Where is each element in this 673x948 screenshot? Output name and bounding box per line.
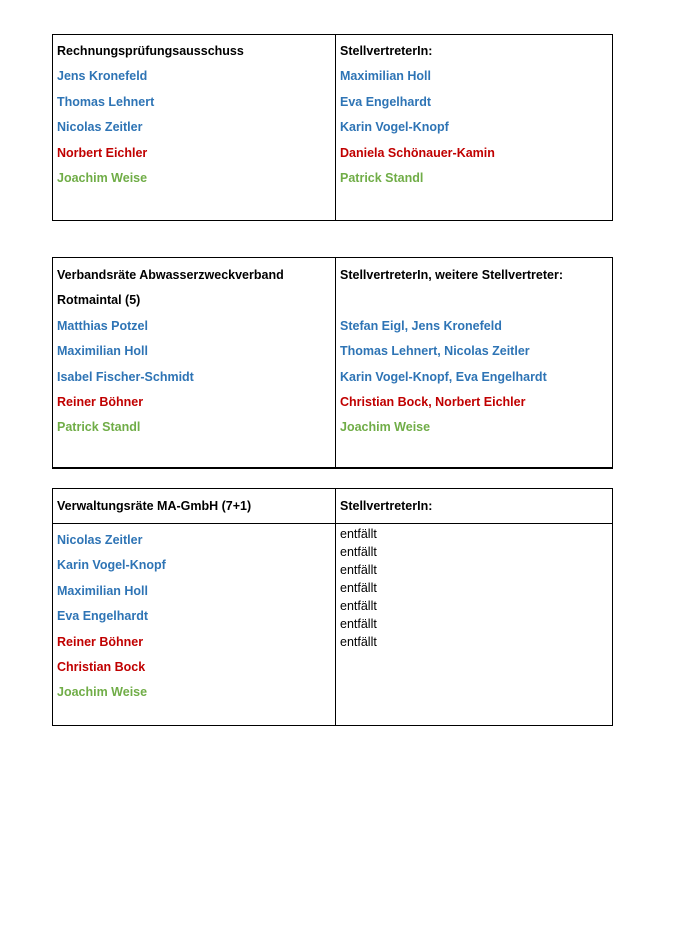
table3-right-column xyxy=(336,524,612,725)
table3-header-row xyxy=(53,489,612,524)
table3-right-entry: entfällt xyxy=(340,527,377,541)
table3-right-entry: entfällt xyxy=(340,581,377,595)
table2-right-member: Christian Bock, Norbert Eichler xyxy=(340,394,526,409)
table2-left-member: Isabel Fischer-Schmidt xyxy=(57,369,194,384)
table3-right-entry: entfällt xyxy=(340,545,377,559)
table3-right-entry: entfällt xyxy=(340,563,377,577)
table1-left-header: Rechnungsprüfungsausschuss xyxy=(57,44,244,58)
table-rechnungspruefung xyxy=(52,34,613,221)
table3-body-row xyxy=(53,524,612,725)
table3-left-column xyxy=(53,524,336,725)
table2-left-member: Matthias Potzel xyxy=(57,318,148,333)
table1-left-member: Thomas Lehnert xyxy=(57,94,155,109)
table3-right-entry: entfällt xyxy=(340,635,377,649)
table2-right-header: StellvertreterIn, weitere Stellvertreter: xyxy=(340,268,564,282)
table2-right-member: Karin Vogel-Knopf, Eva Engelhardt xyxy=(340,369,547,384)
table1-right-header: StellvertreterIn: xyxy=(340,44,433,58)
table3-left-member: Joachim Weise xyxy=(57,685,148,700)
table2-left-header-line1: Verbandsräte Abwasserzweckverband xyxy=(57,268,284,282)
table3-right-header-cell xyxy=(336,489,612,523)
table3-right-entry: entfällt xyxy=(340,617,377,631)
table2-left-header-line2: Rotmaintal (5) xyxy=(57,293,141,308)
table3-left-header: Verwaltungsräte MA-GmbH (7+1) xyxy=(57,499,252,513)
table1-left-member: Jens Kronefeld xyxy=(57,69,148,84)
table2-right-member: Thomas Lehnert, Nicolas Zeitler xyxy=(340,344,530,359)
table2-right-column xyxy=(336,258,612,467)
table-abwasserzweckverband xyxy=(52,257,613,469)
table1-left-member: Joachim Weise xyxy=(57,170,148,185)
table3-right-entry: entfällt xyxy=(340,599,377,613)
table2-left-member: Maximilian Holl xyxy=(57,344,148,359)
table1-right-member: Karin Vogel-Knopf xyxy=(340,120,449,135)
table1-right-member: Patrick Standl xyxy=(340,170,424,185)
table-verwaltungsraete xyxy=(52,488,613,726)
table3-left-member: Christian Bock xyxy=(57,659,146,674)
table1-left-member: Norbert Eichler xyxy=(57,145,148,160)
table3-left-header-cell xyxy=(53,489,336,523)
table3-left-member: Nicolas Zeitler xyxy=(57,533,143,547)
table1-left-member: Nicolas Zeitler xyxy=(57,120,143,135)
table1-right-member: Maximilian Holl xyxy=(340,69,431,84)
table3-left-member: Eva Engelhardt xyxy=(57,609,148,624)
table2-right-member: Stefan Eigl, Jens Kronefeld xyxy=(340,318,502,333)
table1-right-member: Daniela Schönauer-Kamin xyxy=(340,145,495,160)
table3-right-header: StellvertreterIn: xyxy=(340,499,433,513)
table2-right-spacer xyxy=(340,288,612,313)
table2-left-member: Patrick Standl xyxy=(57,420,141,435)
table2-right-member: Joachim Weise xyxy=(340,420,431,435)
table1-left-column xyxy=(53,35,336,220)
table3-left-member: Reiner Böhner xyxy=(57,634,144,649)
table2-left-column xyxy=(53,258,336,467)
table1-right-member: Eva Engelhardt xyxy=(340,94,431,109)
table3-left-member: Maximilian Holl xyxy=(57,583,148,598)
table1-right-column xyxy=(336,35,612,220)
table2-left-member: Reiner Böhner xyxy=(57,394,144,409)
table3-left-member: Karin Vogel-Knopf xyxy=(57,558,166,573)
